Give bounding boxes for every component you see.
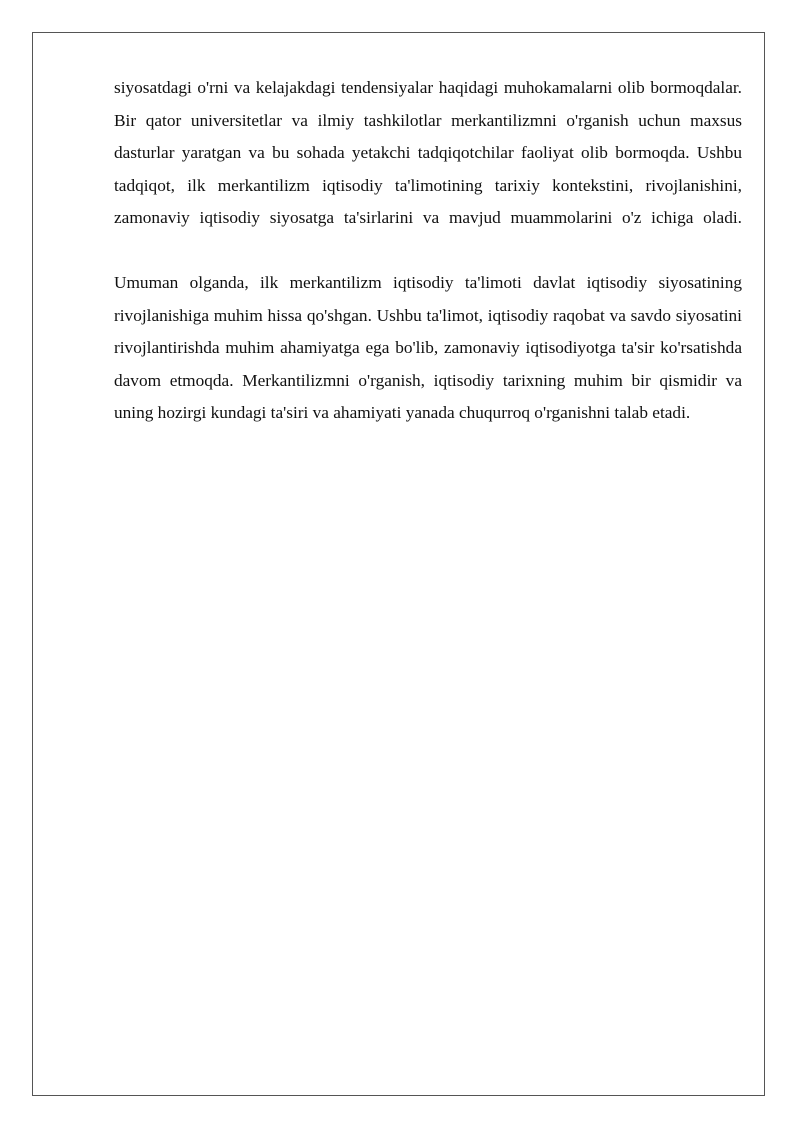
paragraph-1: siyosatdagi o'rni va kelajakdagi tendensiyalar haqidagi muhokamalarni olib bormoqdalar. Bir qator universitetlar va ilmiy tashkilotlar merkantilizmni o'rganish uchun maxsus dasturlar yaratgan va bu sohada yetakchi tadqiqotchilar faoliyat olib bormoqda. Ushbu tadqiqot, ilk merkantilizm iqtisodiy ta'limotining tarixiy kontekstini, rivojlanishini, zamonaviy iqtisodiy siyosatga ta'sirlarini va mavjud muammolarini o'z ichiga oladi.	[114, 78, 742, 228]
document-body	[114, 72, 742, 430]
paragraph-2: Umuman olganda, ilk merkantilizm iqtisodiy ta'limoti davlat iqtisodiy siyosatining rivojlanishiga muhim hissa qo'shgan. Ushbu ta'limot, iqtisodiy raqobat va savdo siyosatini rivojlantirishda muhim ahamiyatga ega bo'lib, zamonaviy iqtisodiyotga ta'sir ko'rsatishda davom etmoqda. Merkantilizmni o'rganish, iqtisodiy tarixning muhim bir qismidir va uning hozirgi kundagi ta'siri va ahamiyati yanada chuqurroq o'rganishni talab etadi.	[114, 272, 742, 423]
